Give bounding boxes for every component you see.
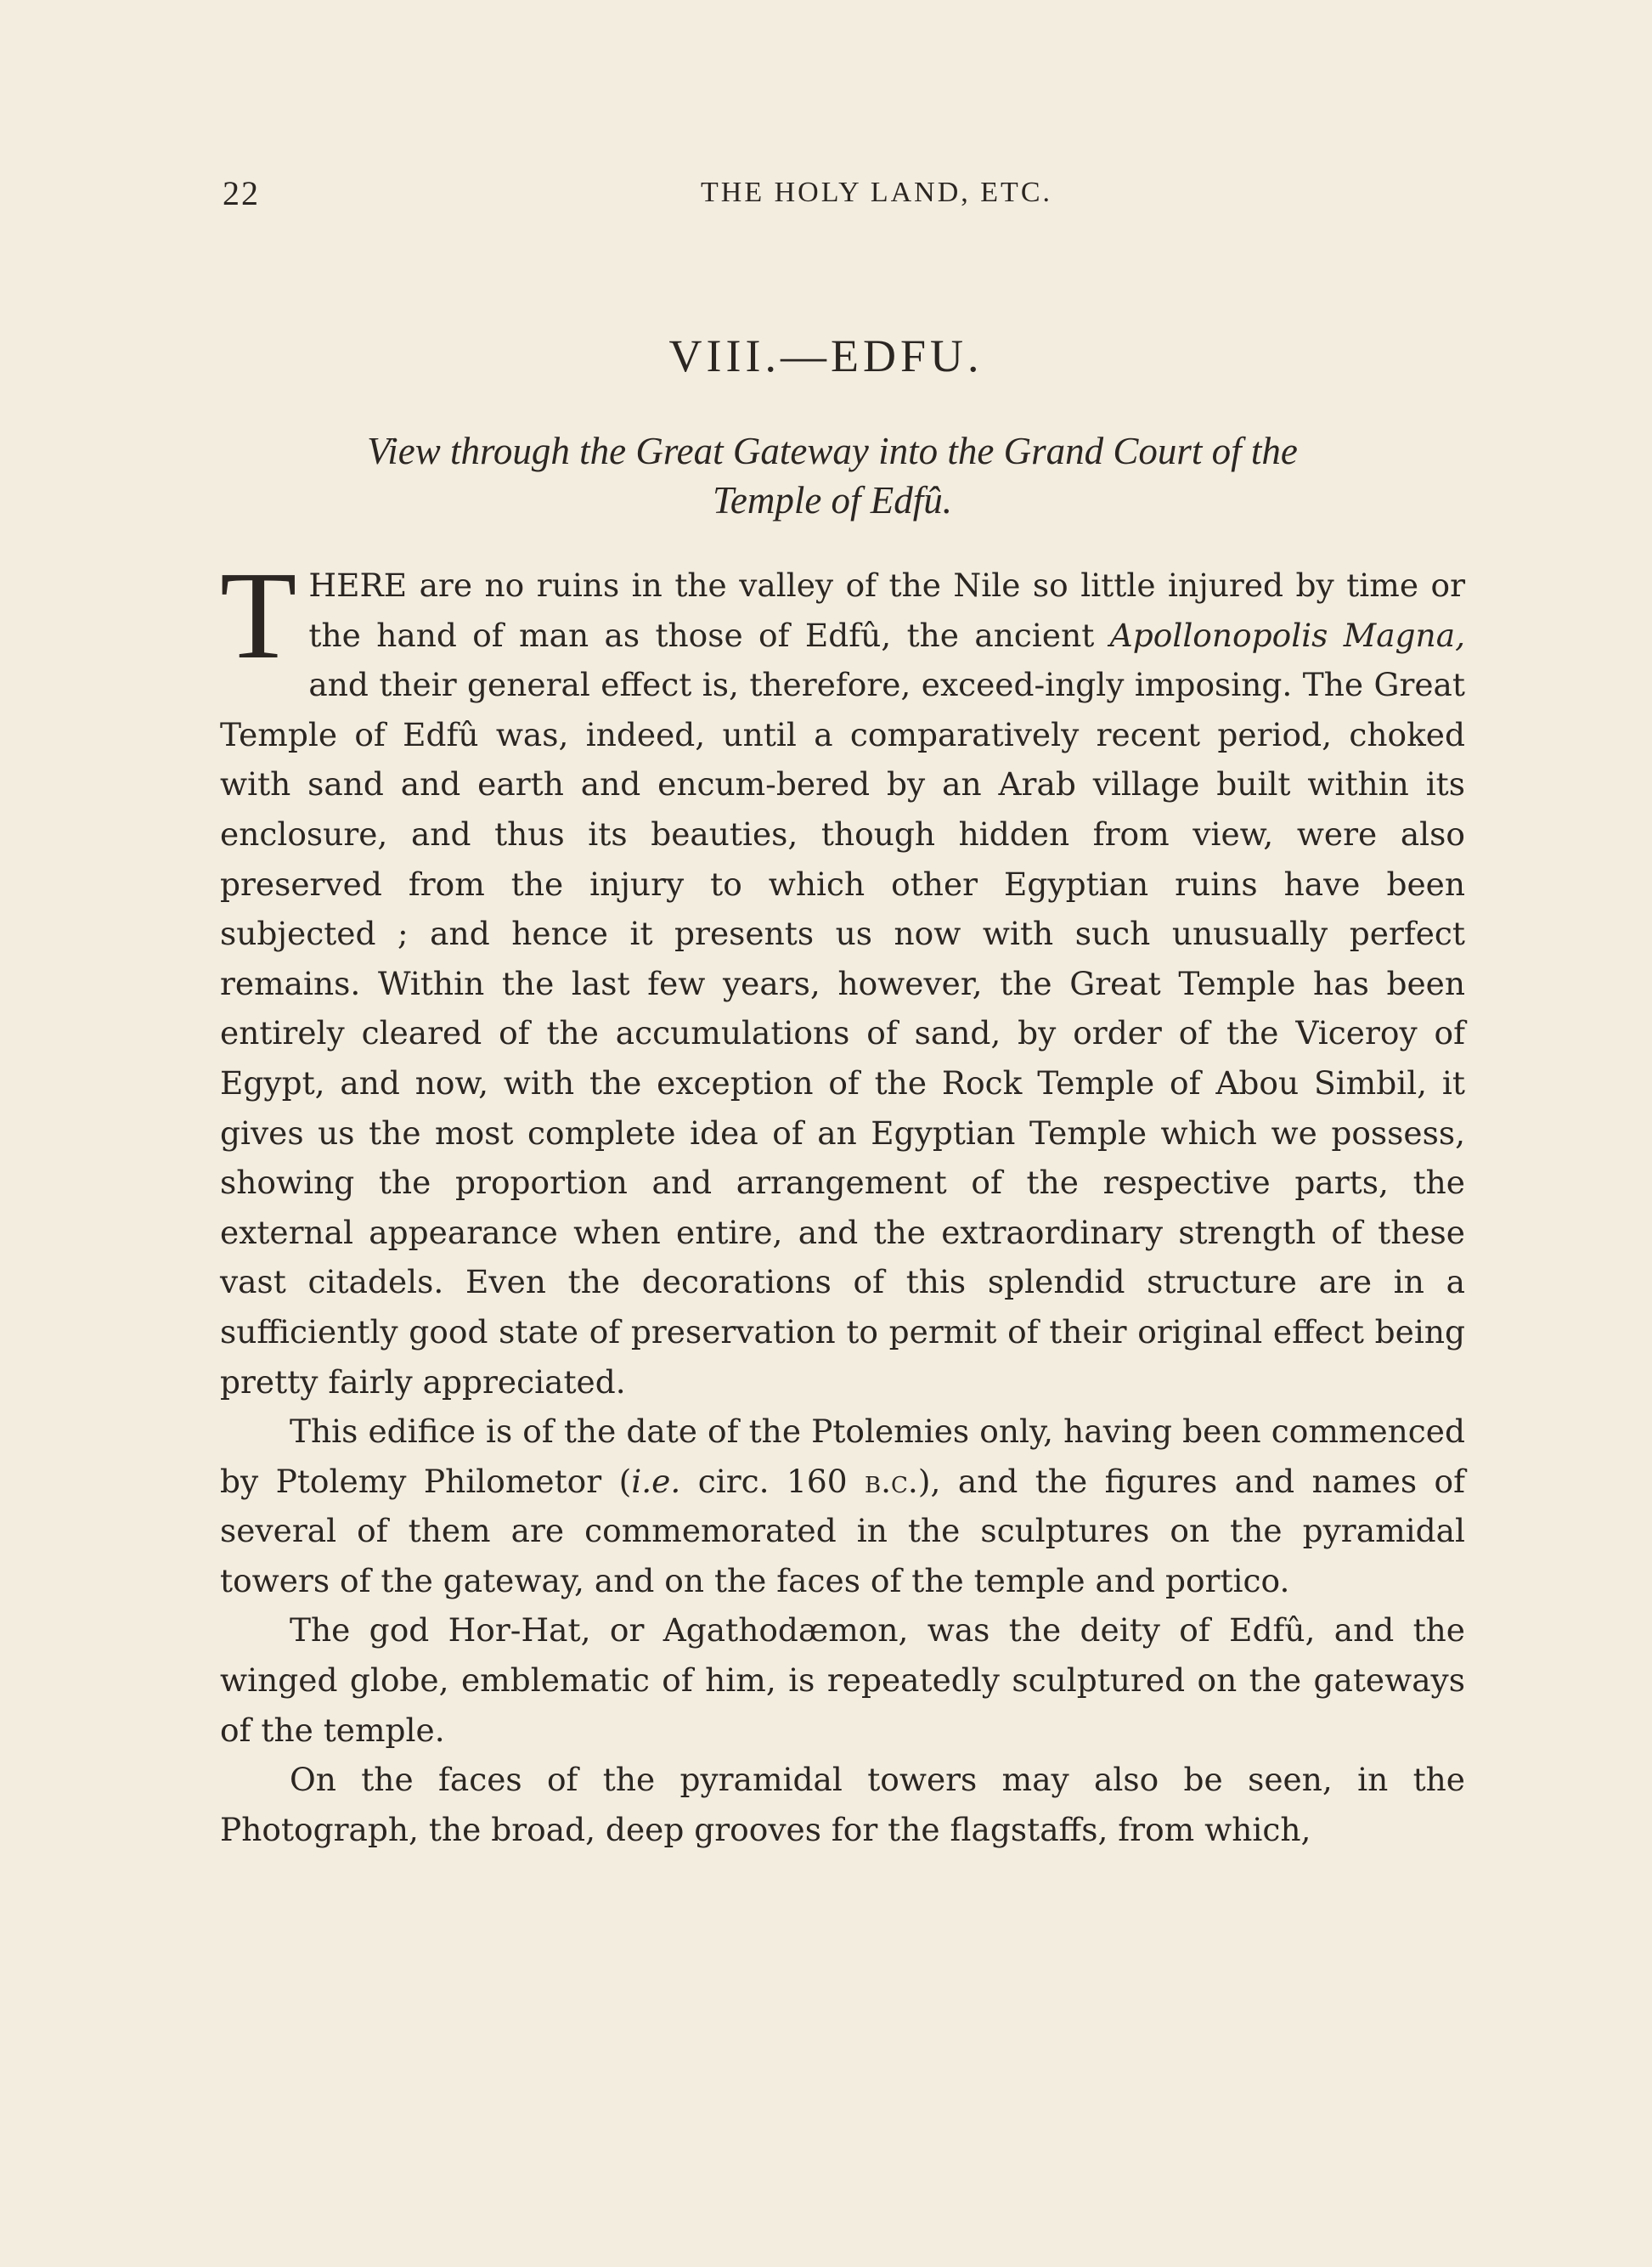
drop-cap: T [220,546,297,685]
italic-place-name: Apollonopolis Magna, [1109,616,1465,654]
running-title: THE HOLY LAND, ETC. [701,177,1052,208]
section-heading: VIII.—EDFU. [668,330,984,381]
paragraph-4: On the faces of the pyramidal towers may also be seen, in the Photograph, the broad, deep grooves for the flagstaffs, from which, [220,1761,1465,1848]
paragraph-1-text-b: and their general effect is, therefore, exceed-ingly imposing. The Great Temple of Edfû was, indeed, until a comparatively recent period, choked with sand and earth and encum-bered by an Arab village built within its enclosure, and thus its beauties, though hidden from view, were also preserved from the injury to which other Egyptian ruins have been subjected ; and hence it presents us now with such unusually perfect remains. Within the last few years, however, the Great Temple has been entirely cleared of the accumulations of sand, by order of the Viceroy of Egypt, and now, with the exception of the Rock Temple of Abou Simbil, it gives us the most complete idea of an Egyptian Temple which we possess, showing the proportion and arrangement of the respective parts, the external appearance when entire, and the extraordinary strength of these vast citadels. Even the decorations of this splendid structure are in a sufficiently good state of preservation to permit of their original effect being pretty fairly appreciated. [220,666,1465,1401]
opening-caps: HERE [308,567,408,604]
running-head [223,173,1463,224]
subtitle-line-2: Temple of Edfû. [712,479,953,522]
paragraph-2-text-b: circ. 160 [680,1462,865,1500]
bc-abbreviation: b.c. [865,1462,918,1500]
paragraph-3: The god Hor-Hat, or Agathodæmon, was the deity of Edfû, and the winged globe, emblematic of him, is repeatedly sculptured on the gateways of the temple. [220,1611,1465,1749]
paragraph-2 [220,1407,1465,1605]
page-number: 22 [223,174,260,212]
paragraph-2-text-c: ), and the figures and names of several of them are commemorated in the sculptures on the pyramidal towers of the gateway, and on the faces of the temple and portico. [220,1462,1465,1599]
section-subtitle [280,426,1384,525]
paragraph-1 [220,546,1465,1407]
subtitle-line-1: View through the Great Gateway into the Grand Court of the [367,430,1298,472]
paragraph-2-text-a: This edifice is of the date of the Ptolemies only, having been commenced by Ptolemy Philometor ( [220,1413,1465,1500]
italic-ie: i.e. [631,1462,681,1500]
body-text [220,546,1465,1854]
paragraph-1-text-a: are no ruins in the valley of the Nile so little injured by time or the hand of man as those of Edfû, the ancient [308,567,1465,654]
